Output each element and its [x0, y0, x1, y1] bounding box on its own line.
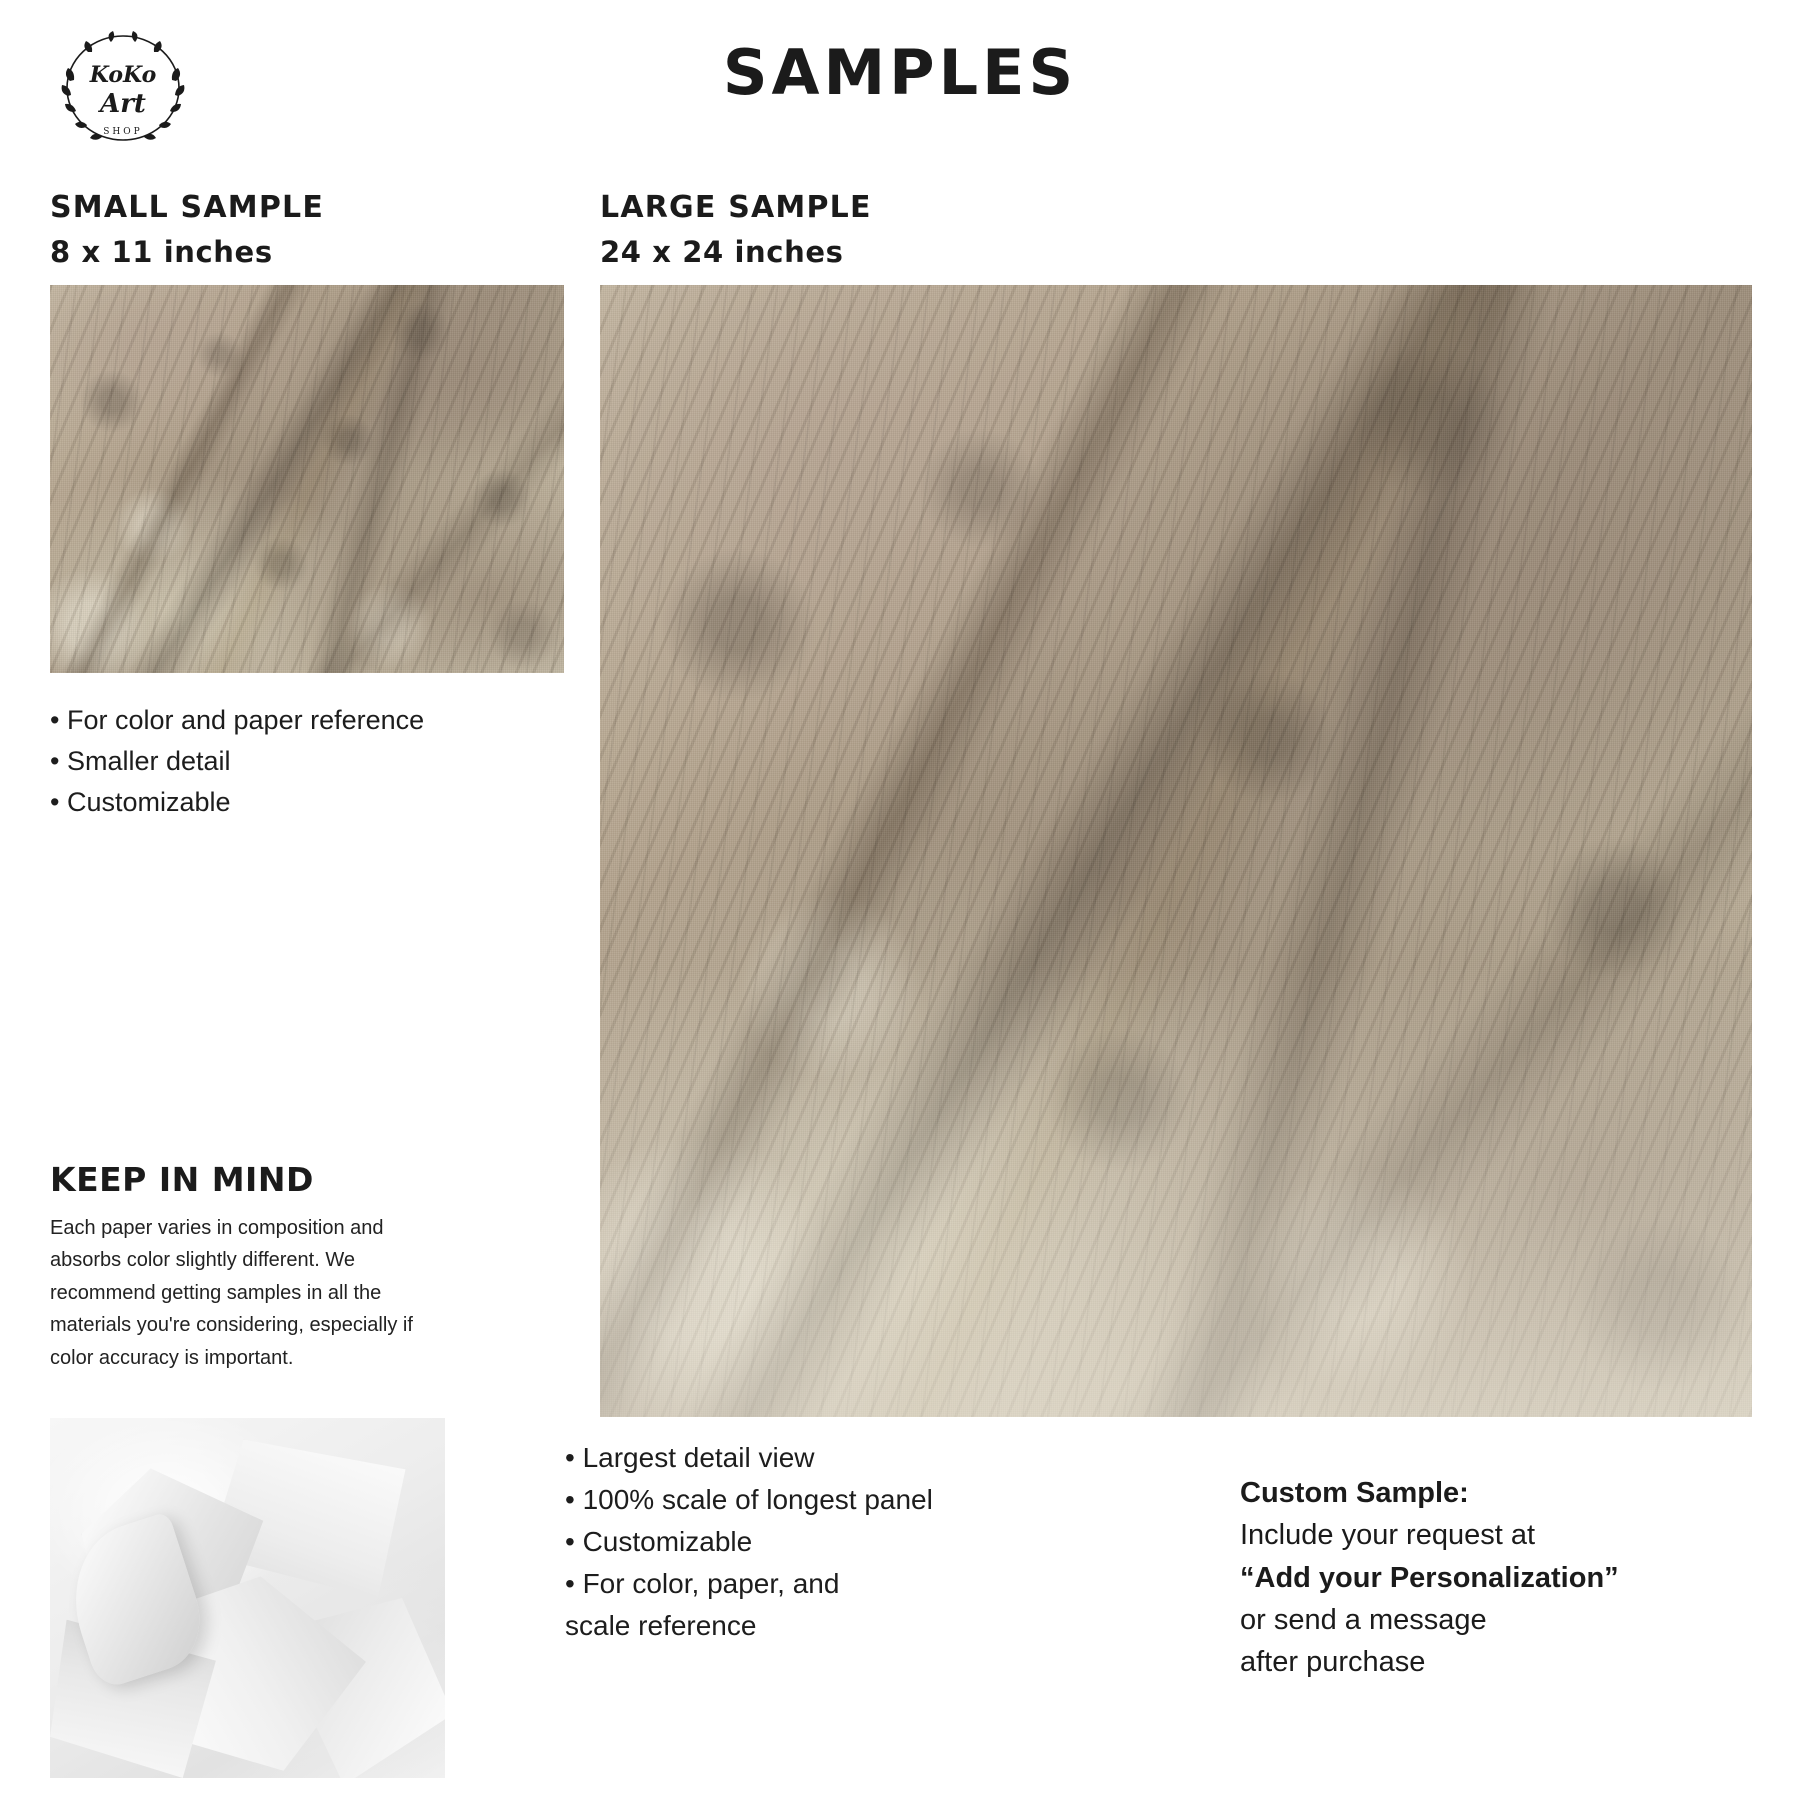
small-sample-size: 8 x 11 inches: [50, 235, 273, 269]
paper-samples-photo: [50, 1418, 445, 1778]
texture-fibers: [50, 285, 564, 673]
texture-bottom-light: [600, 285, 1752, 1417]
custom-sample-line-2: “Add your Personalization”: [1240, 1561, 1619, 1594]
large-sample-bullets: [565, 1437, 933, 1647]
list-item: • Largest detail view: [565, 1442, 815, 1473]
large-sample-size: 24 x 24 inches: [600, 235, 844, 269]
large-sample-heading: LARGE SAMPLE: [600, 190, 872, 225]
custom-sample-line-4: after purchase: [1240, 1646, 1426, 1679]
custom-sample-line-1: Include your request at: [1240, 1519, 1536, 1552]
large-sample-heading-group: [600, 190, 872, 269]
svg-text:Art: Art: [100, 89, 146, 119]
custom-sample-title: Custom Sample:: [1240, 1477, 1469, 1509]
custom-sample-line-3: or send a message: [1240, 1603, 1487, 1636]
list-item: • For color and paper reference: [50, 705, 425, 735]
list-item: • Smaller detail: [50, 746, 231, 777]
small-sample-image: [50, 285, 564, 673]
list-item: • 100% scale of longest panel: [565, 1484, 933, 1515]
svg-text:KoKo: KoKo: [89, 62, 157, 88]
custom-sample-block: [1240, 1472, 1760, 1684]
keep-in-mind-body: Each paper varies in composition and absorbs color slightly different. We recommend getting samples in all the materials you're considering, especially if color accuracy is important.: [50, 1217, 413, 1369]
svg-text:SHOP: SHOP: [103, 127, 143, 137]
small-sample-heading-group: [50, 190, 324, 269]
keep-in-mind-title: KEEP IN MIND: [50, 1160, 314, 1199]
large-sample-image: [600, 285, 1752, 1417]
list-item: • Customizable: [50, 787, 231, 818]
small-sample-heading: SMALL SAMPLE: [50, 190, 325, 225]
list-item: • Customizable: [565, 1526, 753, 1557]
small-sample-bullets: [50, 700, 424, 823]
list-item: scale reference: [565, 1610, 757, 1641]
list-item: • For color, paper, and: [565, 1568, 840, 1599]
page-title: SAMPLES: [722, 36, 1078, 109]
